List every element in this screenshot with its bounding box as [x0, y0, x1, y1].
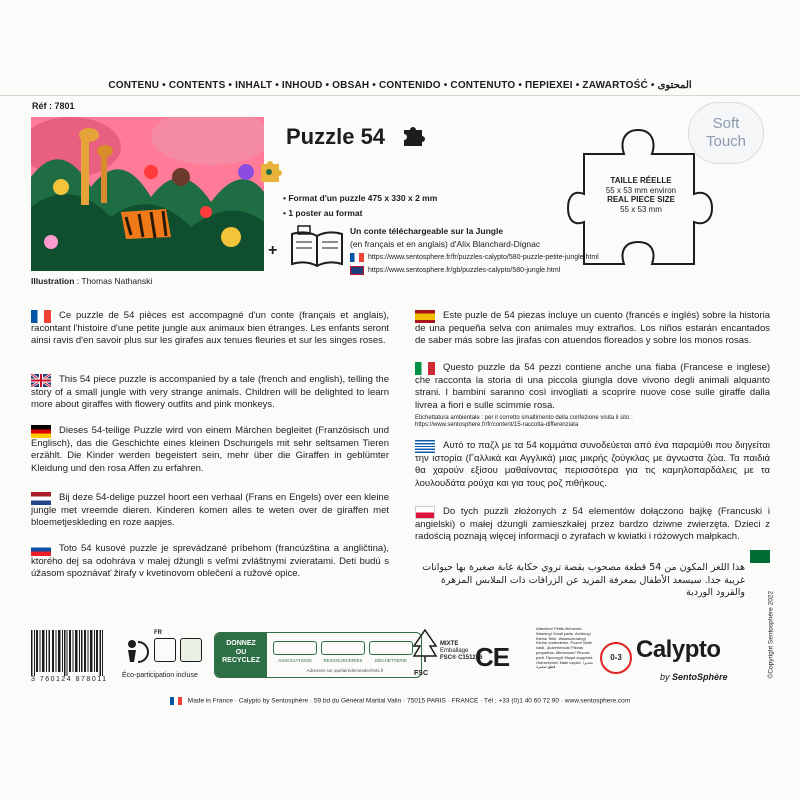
- fsc-tree-icon: [412, 628, 438, 670]
- recycle-col-dechetterie: DÉCHETTERIE: [375, 658, 407, 663]
- triman-fr-label: FR: [154, 630, 162, 636]
- ressourceries-icon: [321, 641, 365, 655]
- description-fr: Ce puzzle de 54 pièces est accompagné d'un conte (français et anglais), racontant l'histoire d'une petite jungle aux animaux bien étranges. Les enfants seront ainsi ravis d'en savoir plus sur les girafes aux tenues fleuries et sur les singes roses.: [31, 310, 389, 347]
- description-sk: Toto 54 kusové puzzle je sprevádzané príbehom (francúzština a angličtina), ktorého dej sa odohráva v malej džungli s veľmi zvláštnymi zvieratami. Deti budú s úžasom spoznávať žirafy v kvetinovom oblečení a ružové opice.: [31, 543, 389, 580]
- associations-icon: [273, 641, 317, 655]
- puzzle-piece-icon: [400, 122, 430, 148]
- recycle-col-associations: ASSOCIATIONS: [278, 658, 312, 663]
- dechetterie-icon: [369, 641, 413, 655]
- brand-by-line: by SentoSphère: [660, 672, 728, 682]
- description-nl: Bij deze 54-delige puzzel hoort een verhaal (Frans en Engels) over een kleine jungle met vreemde dieren. Kinderen komen alles te weten over de giraffen met bloemetjeskleding en roze aapjes.: [31, 492, 389, 529]
- french-flag-icon: [350, 253, 364, 262]
- fsc-label: MIXTE Emballage FSC® C151216: [440, 641, 483, 661]
- eco-participation-text: Éco-participation incluse: [122, 672, 198, 679]
- description-es: Este puzle de 54 piezas incluye un cuento (francés e inglés) sobre la historia de una pequeña selva con animales muy extraños. Los niños estarán encantados de saber más sobre las jirafas con atuendos floreados y sobre los monos rosas.: [415, 310, 770, 347]
- contents-line: CONTENU • CONTENTS • INHALT • INHOUD • OBSAH • CONTENIDO • CONTENUTO • ΠΕΡΙΕΧΕΙ • ZAWARTOŚĆ • المحتوى: [108, 80, 692, 91]
- reference-number: Réf : 7801: [32, 101, 75, 111]
- book-icon: [288, 224, 346, 270]
- small-parts-warning-text: Attention! Petits éléments. Warning! Small parts. Achtung! Kleine Teile. Waarschuwing! Kleine onderdelen. Pozor! Malé časti. ¡Advertencia! Piezas pequeñas. Attenzione! Piccole parti. Προσοχή! Μικρά κομμάτια. Ostrzeżenie! Małe części. تحذير! قطع صغيرة: [536, 626, 594, 670]
- age-warning-icon: 0-3: [600, 642, 632, 674]
- description-it: Questo puzzle da 54 pezzi contiene anche una fiaba (Francese e inglese) che racconta la storia di una piccola giungla dove vivono degli animali alquanto strani. I bambini saranno così invogliati a scoprire nuove cose sulle giraffe dalla livrea a fiori e sulle scimmie rosa.: [415, 362, 770, 411]
- story-subtitle: (en français et en anglais) d'Alix Blanchard-Dignac: [350, 239, 541, 249]
- story-link-en[interactable]: https://www.sentosphere.fr/gb/puzzles-calypto/580-jungle.html: [350, 266, 560, 275]
- fsc-logo-text: FSC: [414, 670, 428, 677]
- sorting-bin-icon: [154, 638, 176, 662]
- recycle-note: Adresses sur quefairedemesdechets.fr: [306, 668, 384, 673]
- poster-format-spec: • 1 poster au format: [283, 208, 363, 218]
- barcode: [31, 630, 103, 676]
- description-ar: هذا اللغز المكون من 54 قطعة مصحوب بقصة تروي حكاية غابة صغيرة بها حيوانات غريبة جدا. سيسعد الأطفال بمعرفة المزيد عن الزرافات ذات الملابس المزهرة والقرود الوردية: [422, 562, 745, 599]
- footer-address: Made in France · Calypto by Sentosphère · 59 bd du Général Martial Valin · 75015 PARIS · FRANCE · Tél : +33 (0)1 40 60 72 90 · www.sentosphere.com: [0, 697, 800, 705]
- uk-flag-icon: [350, 266, 364, 275]
- puzzle-title: Puzzle 54: [286, 124, 386, 149]
- puzzle-format-spec: • Format d'un puzzle 475 x 330 x 2 mm: [283, 193, 438, 203]
- story-link-fr[interactable]: https://www.sentosphere.fr/fr/puzzles-calypto/580-puzzle-petite-jungle.html: [350, 253, 599, 262]
- description-pl: Do tych puzzli złożonych z 54 elementów dołączono bajkę (Francuski i angielski) o małej dżungli zamieszkałej przez bardzo dziwne zwierzęta. Dzieci z radością poznają więcej informacji o żyrafach w kwiatki i różowych małpkach.: [415, 506, 770, 543]
- barcode-number: 3 760124 878011: [31, 676, 108, 683]
- small-puzzle-piece-icon: [259, 158, 283, 184]
- description-en: This 54 piece puzzle is accompanied by a tale (french and english), telling the story of a small jungle with very strange animals. Children will be delighted to learn more about giraffes with flowery outfits and pink monkeys.: [31, 374, 389, 411]
- triman-icon: [122, 636, 152, 666]
- plus-sign: +: [268, 242, 278, 259]
- illustration-credit: Illustration : Thomas Nathanski: [31, 276, 153, 286]
- recycling-note: Etichettatura ambientale : per il corretto smaltimento della confezione visita il sito : https://www.sentosphere.fr/fr/content/15-raccolta-differenziata: [415, 415, 633, 428]
- real-size-label: TAILLE RÉELLE 55 x 53 mm environ REAL PIECE SIZE 55 x 53 mm: [605, 176, 677, 214]
- description-gr: Αυτό το παζλ με τα 54 κομμάτια συνοδεύεται από ένα παραμύθι που διηγείται την ιστορία (Γαλλικά και Αγγλικά) μιας μικρής ζούγκλας με άγνωστα ζώα. Τα παιδιά θα χαρούν εξίσου μαθαίνοντας περισσότερα για τις καμηλοπαρδάλεις με τα λουλουδάτα ρούχα και για τους ροζ πιθήκους.: [415, 440, 770, 489]
- story-title: Un conte téléchargeable sur la Jungle: [350, 226, 504, 236]
- french-flag-icon: [170, 697, 182, 705]
- recycling-guidance-box: [214, 632, 422, 678]
- recycle-col-ressourceries: RESSOURCERIES: [323, 658, 363, 663]
- soft-touch-badge: Soft Touch: [688, 102, 764, 164]
- brand-logo: Calypto: [636, 636, 721, 663]
- packaging-icon: [180, 638, 202, 662]
- ce-mark: CE: [475, 642, 510, 672]
- jungle-illustration: [31, 117, 264, 271]
- copyright-vertical: ©Copyright Sentosphère 2022: [767, 590, 775, 679]
- donate-or-recycle-badge: DONNEZ OU RECYCLEZ: [215, 633, 267, 678]
- description-de: Dieses 54-teilige Puzzle wird von einem Märchen begleitet (Französisch und Englisch), das die Geschichte eines kleinen Dschungels mit sehr seltsamen Tieren erzählt. Die Kinder werden begeistert sein, mehr über die Giraffen in geblümter Kleidung und den rosa Affen zu erfahren.: [31, 425, 389, 474]
